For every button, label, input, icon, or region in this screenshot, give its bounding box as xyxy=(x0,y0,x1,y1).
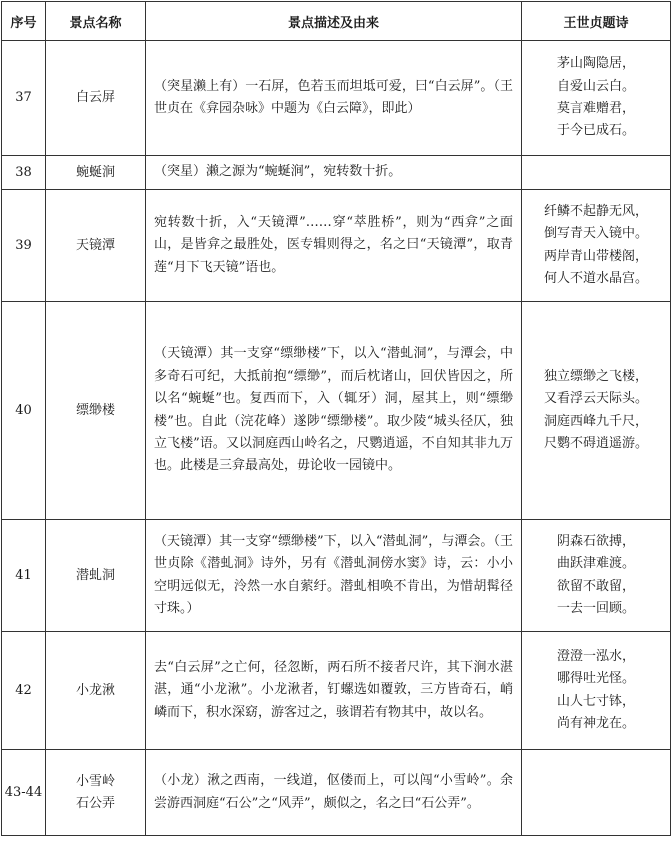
poem-line: 一去一回顾。 xyxy=(556,600,635,616)
poem-line: 莫言难赠君， xyxy=(556,101,635,116)
spot-name xyxy=(46,41,146,156)
poem-line: 阴森石欲搏， xyxy=(556,533,635,549)
spot-name xyxy=(46,520,146,632)
spot-name-line: 白云屏 xyxy=(75,90,115,105)
spot-name-line: 石公弄 xyxy=(75,795,115,811)
poem-line: 何人不道水晶宫。 xyxy=(543,270,648,286)
spot-name-line: 潜虬洞 xyxy=(75,567,115,583)
poem-cell xyxy=(522,632,671,750)
table-row xyxy=(2,750,671,836)
header-number: 序号 xyxy=(2,2,46,41)
spot-description: 宛转数十折，入“天镜潭”……穿“萃胜桥”，则为“西弇”之面山，是皆弇之最胜处，医专辑则得之，名之曰“天镜潭”，取青莲“月下飞天镜”语也。 xyxy=(146,190,522,302)
spot-description: 去“白云屏”之亡何，径忽断，两石所不接者尺许，其下涧水湛湛，通“小龙湫”。小龙湫者，钉螺选如覆敦，三方皆奇石，峭嶙而下，积水深窈，游客过之，骇谓若有物其中，故以名。 xyxy=(146,632,522,750)
spot-name xyxy=(46,750,146,836)
table-row xyxy=(2,302,671,520)
poem-cell xyxy=(522,520,671,632)
poem-line: 尺鹦不碍逍遥游。 xyxy=(543,435,648,451)
spot-name-line: 小雪岭 xyxy=(75,773,115,789)
poem-line: 独立缥缈之飞楼， xyxy=(543,368,648,384)
header-row xyxy=(2,2,671,41)
spot-name xyxy=(46,632,146,750)
poem-line: 尚有神龙在。 xyxy=(556,715,635,731)
poem-line: 茅山陶隐居， xyxy=(556,56,635,72)
spot-description: （小龙）湫之西南，一线道，伛偻而上，可以闯“小雪岭”。余尝游西洞庭“石公”之“风弄”，颇似之，名之曰“石公弄”。 xyxy=(146,750,522,836)
spot-name xyxy=(46,302,146,520)
spot-description: （突星）濑之源为“蜿蜒涧”，宛转数十折。 xyxy=(146,156,522,190)
spot-description: （天镜潭）其一支穿“缥缈楼”下，以入“潜虬洞”，与潭会，中多奇石可纪，大抵前抱“缥缈”，而后枕诸山，回伏皆因之，所以名“蜿蜒”也。复西而下，入（辄牙）洞，屋其上，则“缥缈楼”也。自此（浣花峰）遂陟“缥缈楼”。取少陵“城头径仄，独立飞楼”语。又以洞庭西山岭名之，尺鹦逍遥，不自知其非九万也。此楼是三弇最高处，毋论收一园镜中。 xyxy=(146,302,522,520)
row-number: 43-44 xyxy=(2,750,46,836)
table-row xyxy=(2,156,671,190)
spot-description: （突星濑上有）一石屏，色若玉而坦坻可爱，曰“白云屏”。（王世贞在《弇园杂咏》中题为《白云障》，即此） xyxy=(146,41,522,156)
spot-name-line: 缥缈楼 xyxy=(75,402,115,418)
poem-line: 欲留不敢留， xyxy=(556,578,635,594)
spot-name-line: 蜿蜒涧 xyxy=(75,164,115,180)
row-number: 42 xyxy=(2,632,46,750)
scenic-spots-table xyxy=(1,1,671,836)
spot-name xyxy=(46,156,146,190)
row-number: 39 xyxy=(2,190,46,302)
spot-name-line: 小龙湫 xyxy=(75,682,115,698)
poem-line: 洞庭西峰九千尺， xyxy=(543,413,648,429)
row-number: 37 xyxy=(2,41,46,156)
table-row xyxy=(2,632,671,750)
row-number: 41 xyxy=(2,520,46,632)
poem-cell xyxy=(522,41,671,156)
poem-line: 曲跃津难渡。 xyxy=(556,556,635,572)
poem-line: 倒写青天入镜中。 xyxy=(543,226,648,242)
header-spot-name: 景点名称 xyxy=(46,2,146,41)
table-row xyxy=(2,190,671,302)
spot-name-line: 天镜潭 xyxy=(75,237,115,253)
poem-line: 于今已成石。 xyxy=(556,123,635,139)
header-poem: 王世贞题诗 xyxy=(522,2,671,41)
poem-line: 哪得吐光怪。 xyxy=(556,671,635,687)
header-description: 景点描述及由来 xyxy=(146,2,522,41)
table-row xyxy=(2,41,671,156)
poem-line: 自爱山云白。 xyxy=(556,78,635,94)
table-row xyxy=(2,520,671,632)
row-number: 38 xyxy=(2,156,46,190)
poem-cell xyxy=(522,190,671,302)
poem-line: 两岸青山带楼阁， xyxy=(543,248,648,264)
spot-description: （天镜潭）其一支穿“缥缈楼”下，以入“潜虬洞”，与潭会。（王世贞除《潜虬洞》诗外，另有《潜虬洞傍水窦》诗，云：小小空明远似无，泠然一水自萦纡。潜虬相唤不肯出，为惜胡髯径寸珠。） xyxy=(146,520,522,632)
poem-line: 又看浮云天际头。 xyxy=(543,391,648,407)
poem-line: 纤鳞不起静无风， xyxy=(543,203,648,219)
poem-line: 澄澄一泓水， xyxy=(556,648,635,664)
spot-name xyxy=(46,190,146,302)
poem-cell xyxy=(522,302,671,520)
poem-cell xyxy=(522,156,671,190)
row-number: 40 xyxy=(2,302,46,520)
poem-line: 山人七寸钵， xyxy=(556,693,635,709)
poem-cell xyxy=(522,750,671,836)
